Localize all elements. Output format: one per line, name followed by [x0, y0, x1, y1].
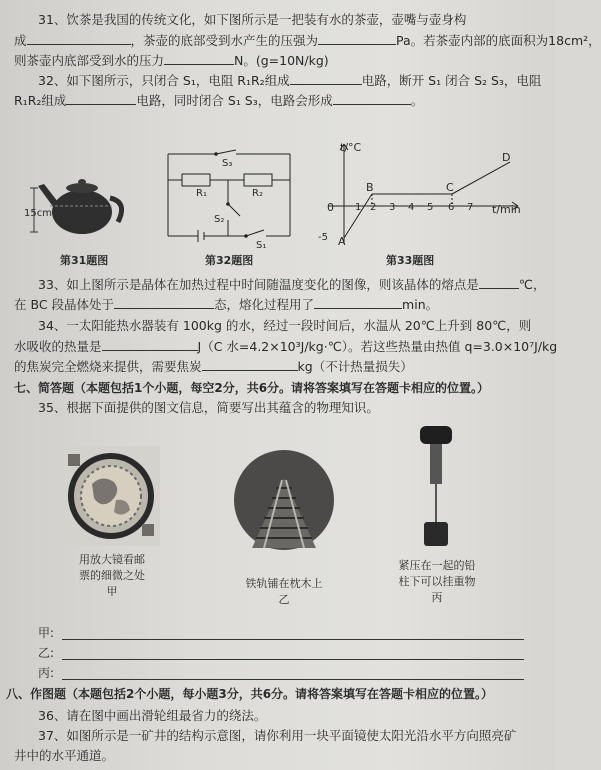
- answer-line-bing[interactable]: [62, 678, 524, 680]
- s2-label: S₂: [214, 214, 225, 225]
- q33-line2: 在 BC 段晶体处于 态，熔化过程用了 min。: [14, 297, 439, 312]
- answer-line-jia[interactable]: [62, 638, 524, 640]
- answer-label-jia: 甲:: [38, 626, 55, 640]
- time-axis-label: t/min: [492, 203, 521, 216]
- point-b: B: [366, 181, 374, 194]
- q33-line1: 33、如上图所示是晶体在加热过程中时间随温度变化的图像，则该晶体的熔点是 ℃，: [38, 277, 546, 292]
- point-d: D: [502, 151, 511, 164]
- answer-label-yi: 乙:: [38, 646, 55, 660]
- r2-label: R₂: [252, 188, 263, 199]
- point-a: A: [338, 235, 346, 248]
- fig32-caption: 第32题图: [205, 254, 254, 267]
- q31-line2: 成 ，茶壶的底部受到水产生的压强为 Pa。若茶壶内部的底面积为18cm²，: [14, 33, 601, 48]
- q34-line3: 的焦炭完全燃烧来提供，需要焦炭 kg（不计热量损失）: [14, 359, 413, 374]
- answer-label-bing: 丙:: [38, 666, 55, 680]
- tick-2: 2: [370, 202, 377, 213]
- q32-line2: R₁R₂组成 电路，同时闭合 S₁ S₃，电路会形成 。: [14, 93, 424, 108]
- teapot-height-label: 15cm: [24, 208, 52, 219]
- jia-caption: 用放大镜看邮 票的细微之处 甲: [79, 553, 145, 598]
- q32-line1: 32、如下图所示，只闭合 S₁，电阻 R₁R₂组成 电路，断开 S₁ 闭合 S₂ S₃，电阻: [38, 73, 542, 88]
- q35-prompt: 35、根据下面提供的图文信息，简要写出其蕴含的物理知识。: [38, 400, 379, 415]
- s1-label: S₁: [256, 240, 267, 251]
- q34-line1: 34、一太阳能热水器装有 100kg 的水，经过一段时间后，水温从 20℃上升到 80℃，则: [38, 318, 532, 333]
- q31-line3: 则茶壶内底部受到水的压力 N。(g=10N/kg): [14, 53, 329, 68]
- temp-axis-label: t/°C: [340, 141, 362, 154]
- melting-graph: [318, 140, 550, 250]
- yi-caption: 铁轨铺在枕木上 乙: [245, 577, 323, 606]
- q37-line1: 37、如图所示是一矿井的结构示意图，请你利用一块平面镜使太阳光沿水平方向照亮矿: [38, 728, 517, 743]
- tick-minus5: -5: [318, 232, 328, 243]
- q37-line2: 井中的水平通道。: [14, 748, 115, 763]
- section7-heading: 七、简答题（本题包括1个小题，每空2分，共6分。请将答案填写在答题卡相应的位置。）: [14, 381, 490, 395]
- q36-prompt: 36、请在图中画出滑轮组最省力的绕法。: [38, 708, 267, 723]
- teapot-figure: [20, 162, 140, 242]
- r1-label: R₁: [196, 188, 207, 199]
- section8-heading: 八、作图题（本题包括2个小题，每小题3分，共6分。请将答案填写在答题卡相应的位置。）: [6, 687, 494, 701]
- railway-track-photo: [232, 448, 336, 552]
- stamp-magnifier-photo: [62, 446, 160, 546]
- fig31-caption: 第31题图: [60, 254, 109, 267]
- bing-caption: 紧压在一起的铅 柱下可以挂重物 丙: [398, 559, 476, 604]
- q31-line1: 31、饮茶是我国的传统文化，如下图所示是一把装有水的茶壶，壶嘴与壶身构: [38, 12, 467, 27]
- tick-4: 4: [408, 202, 415, 213]
- answer-line-yi[interactable]: [62, 658, 524, 660]
- tick-1: 1: [355, 202, 362, 213]
- tick-3: 3: [389, 202, 396, 213]
- origin-tick: 0: [327, 201, 334, 214]
- fig33-caption: 第33题图: [386, 254, 435, 267]
- point-c: C: [446, 181, 454, 194]
- tick-7: 7: [467, 202, 474, 213]
- s3-label: S₃: [222, 158, 233, 169]
- tick-6: 6: [448, 202, 455, 213]
- q34-line2: 水吸收的热量是 J（C 水=4.2×10³J/kg·℃）。若这些热量由热值 q=3.0×10⁷J/kg: [14, 339, 558, 354]
- tick-5: 5: [427, 202, 434, 213]
- lead-cylinders-photo: [412, 424, 460, 550]
